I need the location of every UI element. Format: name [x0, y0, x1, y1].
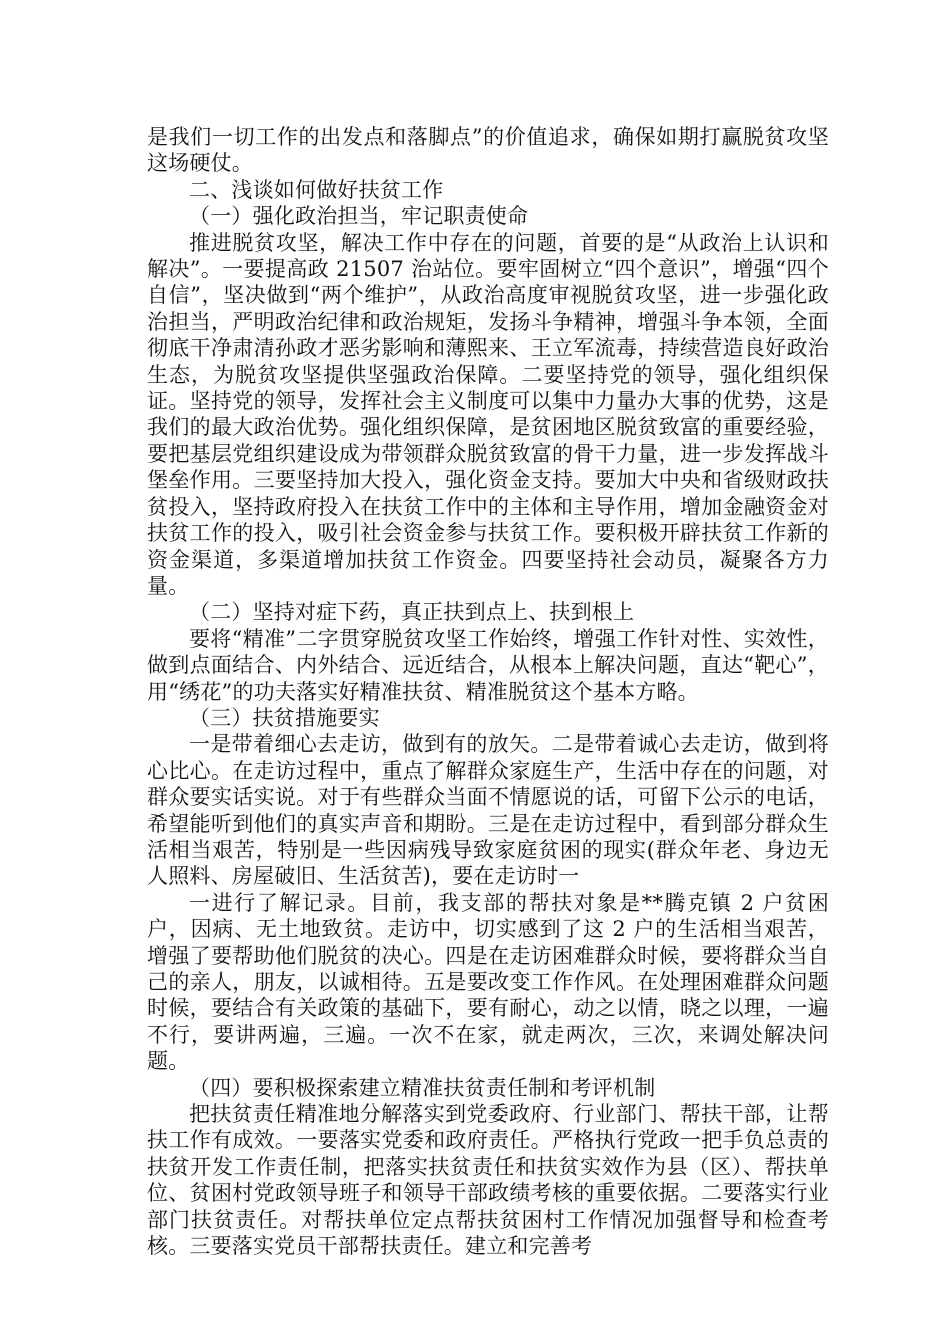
section-heading-2: 二、浅谈如何做好扶贫工作: [189, 177, 444, 202]
paragraph-precision: 要将“精准”二字贯穿脱贫攻坚工作始终，增强工作针对性、实效性，做到点面结合、内外结合、远近结合，从根本上解决问题，直达“靶心”，用“绣花”的功夫落实好精准扶贫、精准脱贫这个基本方略。: [147, 626, 829, 704]
subsection-heading-4: （四）要积极探索建立精准扶贫责任制和考评机制: [189, 1075, 656, 1100]
paragraph-visits: 一是带着细心去走访，做到有的放矢。二是带着诚心去走访，做到将心比心。在走访过程中，重点了解群众家庭生产，生活中存在的问题，对群众要实话实说。对于有些群众当面不情愿说的话，可留下公示的电话，希望能听到他们的真实声音和期盼。三是在走访过程中，看到部分群众生活相当艰苦，特别是一些因病残导致家庭贫困的现实(群众年老、身边无人照料、房屋破旧、生活贫苦)，要在走访时一: [147, 732, 829, 889]
subsection-heading-2: （二）坚持对症下药，真正扶到点上、扶到根上: [189, 600, 635, 625]
paragraph-responsibility-system: 把扶贫责任精准地分解落实到党委政府、行业部门、帮扶干部，让帮扶工作有成效。一要落实党委和政府责任。严格执行党政一把手负总责的扶贫开发工作责任制，把落实扶贫责任和扶贫实效作为县（区）、帮扶单位、贫困村党政领导班子和领导干部政绩考核的重要依据。二要落实行业部门扶贫责任。对帮扶单位定点帮扶贫困村工作情况加强督导和检查考核。三要落实党员干部帮扶责任。建立和完善考: [147, 1102, 829, 1259]
paragraph-records: 一进行了解记录。目前，我支部的帮扶对象是**腾克镇 2 户贫困户，因病、无土地致贫。走访中，切实感到了这 2 户的生活相当艰苦，增强了要帮助他们脱贫的决心。四是在走访困难群众时候，要将群众当自己的亲人，朋友，以诚相待。五是要改变工作作风。在处理困难群众问题时候，要结合有关政策的基础下，要有耐心，动之以情，晓之以理，一遍不行，要讲两遍，三遍。一次不在家，就走两次，三次，来调处解决问题。: [147, 890, 829, 1074]
subsection-heading-3: （三）扶贫措施要实: [189, 705, 380, 730]
document-body: [147, 124, 829, 1259]
subsection-heading-1: （一）强化政治担当，牢记职责使命: [189, 204, 529, 229]
paragraph-1: 是我们一切工作的出发点和落脚点”的价值追求，确保如期打赢脱贫攻坚这场硬仗。: [147, 125, 829, 176]
paragraph-political-responsibility: 推进脱贫攻坚，解决工作中存在的问题，首要的是“从政治上认识和解决”。一要提高政 21507 治站位。要牢固树立“四个意识”，增强“四个自信”，坚决做到“两个维护”，从政治高度审视脱贫攻坚，进一步强化政治担当，严明政治纪律和政治规矩，发扬斗争精神，增强斗争本领，全面彻底干净肃清孙政才恶劣影响和薄熙来、王立军流毒，持续营造良好政治生态，为脱贫攻坚提供坚强政治保障。二要坚持党的领导，强化组织保证。坚持党的领导，发挥社会主义制度可以集中力量办大事的优势，这是我们的最大政治优势。强化组织保障，是贫困地区脱贫致富的重要经验，要把基层党组织建设成为带领群众脱贫致富的骨干力量，进一步发挥战斗堡垒作用。三要坚持加大投入，强化资金支持。要加大中央和省级财政扶贫投入，坚持政府投入在扶贫工作中的主体和主导作用，增加金融资金对扶贫工作的投入，吸引社会资金参与扶贫工作。要积极开辟扶贫工作新的资金渠道，多渠道增加扶贫工作资金。四要坚持社会动员，凝聚各方力量。: [147, 230, 829, 598]
